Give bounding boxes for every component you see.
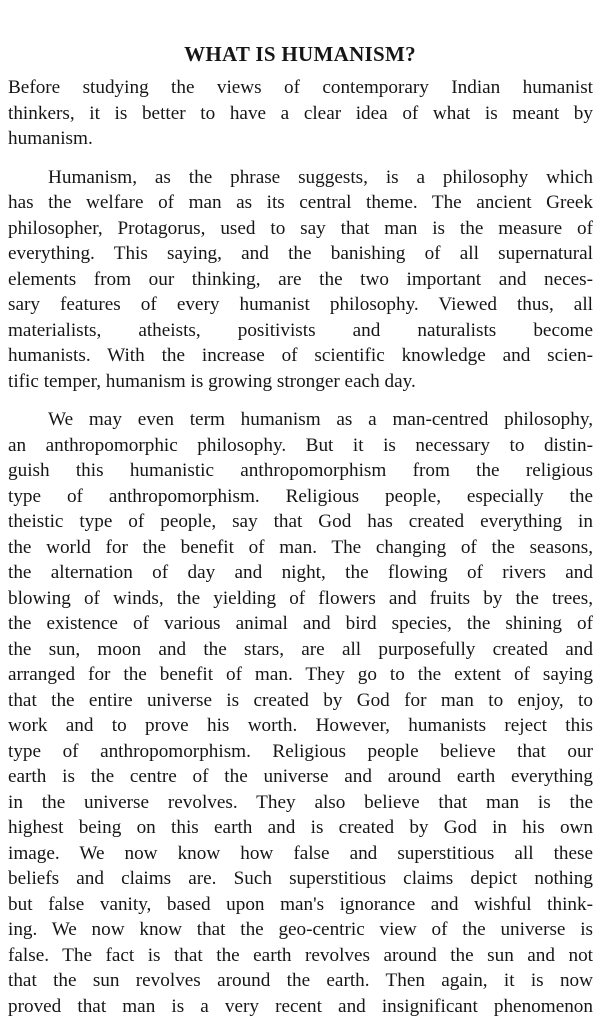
document-body xyxy=(8,75,593,1019)
text-line: that the entire universe is created by God for man to enjoy, to xyxy=(8,688,593,714)
text-line: type of anthropomorphism. Religious people believe that our xyxy=(8,739,593,765)
text-line: false. The fact is that the earth revolves around the sun and not xyxy=(8,943,593,969)
text-line: the world for the benefit of man. The changing of the seasons, xyxy=(8,535,593,561)
text-line: proved that man is a very recent and insignificant phenomenon xyxy=(8,994,593,1019)
text-line: theistic type of people, say that God has created everything in xyxy=(8,509,593,535)
text-line: humanism. xyxy=(8,126,593,152)
text-line: Before studying the views of contemporary Indian humanist xyxy=(8,75,593,101)
text-line: image. We now know how false and superstitious all these xyxy=(8,841,593,867)
text-line: in the universe revolves. They also believe that man is the xyxy=(8,790,593,816)
text-line: has the welfare of man as its central theme. The ancient Greek xyxy=(8,190,593,216)
paragraph xyxy=(8,75,593,152)
text-line: earth is the centre of the universe and around earth everything xyxy=(8,764,593,790)
text-line: elements from our thinking, are the two important and neces- xyxy=(8,267,593,293)
text-line: ing. We now know that the geo-centric view of the universe is xyxy=(8,917,593,943)
text-line: the existence of various animal and bird species, the shining of xyxy=(8,611,593,637)
text-line: Humanism, as the phrase suggests, is a philosophy which xyxy=(8,165,593,191)
text-line: sary features of every humanist philosophy. Viewed thus, all xyxy=(8,292,593,318)
text-line: guish this humanistic anthropomorphism from the religious xyxy=(8,458,593,484)
text-line: the sun, moon and the stars, are all purposefully created and xyxy=(8,637,593,663)
text-line: an anthropomorphic philosophy. But it is necessary to distin- xyxy=(8,433,593,459)
text-line: tific temper, humanism is growing stronger each day. xyxy=(8,369,593,395)
text-line: highest being on this earth and is created by God in his own xyxy=(8,815,593,841)
text-line: the alternation of day and night, the flowing of rivers and xyxy=(8,560,593,586)
text-line: arranged for the benefit of man. They go to the extent of saying xyxy=(8,662,593,688)
text-line: that the sun revolves around the earth. Then again, it is now xyxy=(8,968,593,994)
paragraph xyxy=(8,165,593,395)
text-line: We may even term humanism as a man-centred philosophy, xyxy=(8,407,593,433)
text-line: materialists, atheists, positivists and naturalists become xyxy=(8,318,593,344)
text-line: work and to prove his worth. However, humanists reject this xyxy=(8,713,593,739)
paragraph xyxy=(8,407,593,1019)
text-line: philosopher, Protagorus, used to say that man is the measure of xyxy=(8,216,593,242)
text-line: everything. This saying, and the banishing of all supernatural xyxy=(8,241,593,267)
text-line: type of anthropomorphism. Religious people, especially the xyxy=(8,484,593,510)
text-line: thinkers, it is better to have a clear idea of what is meant by xyxy=(8,101,593,127)
text-line: blowing of winds, the yielding of flowers and fruits by the trees, xyxy=(8,586,593,612)
text-line: but false vanity, based upon man's ignorance and wishful think- xyxy=(8,892,593,918)
page-title: WHAT IS HUMANISM? xyxy=(0,42,600,67)
text-line: beliefs and claims are. Such superstitious claims depict nothing xyxy=(8,866,593,892)
text-line: humanists. With the increase of scientific knowledge and scien- xyxy=(8,343,593,369)
